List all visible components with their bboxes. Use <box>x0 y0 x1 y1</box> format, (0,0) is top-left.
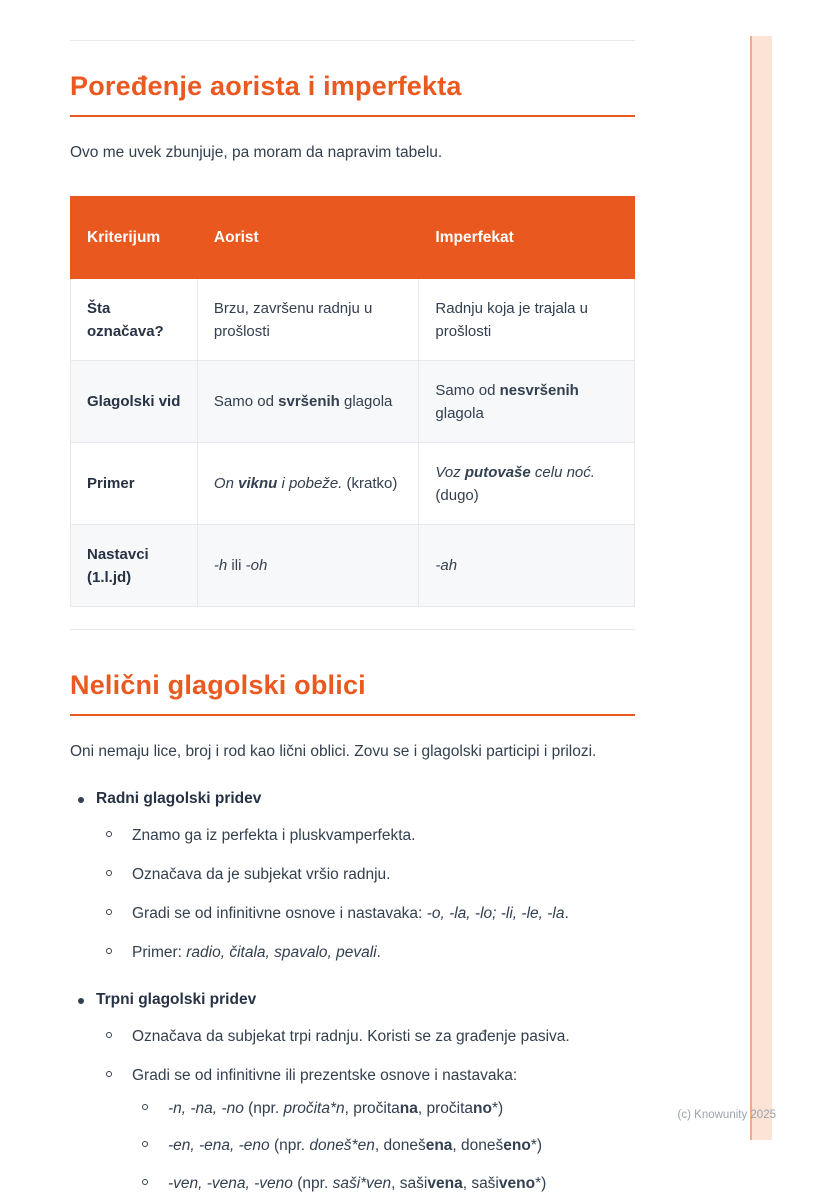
criterion-cell: Nastavci (1.l.jd) <box>71 525 198 607</box>
list-item-text: Gradi se od infinitivne osnove i nastavaka: -o, -la, -lo; -li, -le, -la. <box>132 905 569 922</box>
sublist <box>96 824 635 965</box>
list-item <box>142 1134 635 1157</box>
nonfinite-list <box>70 790 635 1195</box>
list-item-label: Radni glagolski pridev <box>96 789 262 807</box>
list-item <box>106 863 635 886</box>
section-divider <box>70 629 635 630</box>
list-item-trpni <box>70 991 635 1195</box>
criterion-cell: Glagolski vid <box>71 361 198 443</box>
list-item <box>106 1064 635 1195</box>
criterion-cell: Šta označava? <box>71 279 198 361</box>
list-item-text: Označava da je subjekat vršio radnju. <box>132 865 391 883</box>
aorist-cell: -h ili -oh <box>197 525 418 607</box>
list-item-text: Znamo ga iz perfekta i pluskvamperfekta. <box>132 826 416 844</box>
table-header-row <box>71 197 635 279</box>
circle-bullet-icon <box>142 1104 148 1110</box>
circle-bullet-icon <box>142 1141 148 1147</box>
table-row <box>71 361 635 443</box>
circle-bullet-icon <box>106 1071 112 1077</box>
circle-bullet-icon <box>106 948 112 954</box>
list-item <box>106 824 635 847</box>
list-item-text: Primer: radio, čitala, spavalo, pevali. <box>132 944 381 962</box>
page-edge-decoration <box>750 36 772 1140</box>
header-cell-kriterijum: Kriterijum <box>71 197 198 279</box>
header-cell-aorist: Aorist <box>197 197 418 279</box>
imperfect-cell: Samo od nesvršenih glagola <box>419 361 635 443</box>
list-item-text: -ven, -vena, -veno (npr. saši*ven, sašivena, sašiveno*) <box>168 1174 547 1192</box>
document-page <box>70 0 635 1195</box>
nonfinite-intro: Oni nemaju lice, broj i rod kao lični oblici. Zovu se i glagolski participi i prilozi. <box>70 743 597 761</box>
sublist-endings <box>132 1097 635 1195</box>
aorist-cell: On viknu i pobeže. (kratko) <box>197 443 418 525</box>
list-item <box>106 941 635 964</box>
list-item <box>106 1025 635 1048</box>
list-item-text: Gradi se od infinitivne ili prezentske osnove i nastavaka: <box>132 1066 518 1084</box>
list-item <box>142 1097 635 1120</box>
aorist-cell: Brzu, završenu radnju u prošlosti <box>197 279 418 361</box>
circle-bullet-icon <box>106 909 112 915</box>
list-item-text: -en, -ena, -eno (npr. doneš*en, donešena, donešeno*) <box>168 1137 543 1155</box>
section-title-nonfinite: Nelični glagolski oblici <box>70 670 635 716</box>
copyright-notice: (c) Knowunity 2025 <box>677 1109 776 1121</box>
sublist <box>96 1025 635 1195</box>
circle-bullet-icon <box>142 1179 148 1185</box>
bullet-icon <box>78 797 84 803</box>
circle-bullet-icon <box>106 870 112 876</box>
list-item <box>106 902 635 925</box>
imperfect-cell: Voz putovaše celu noć. (dugo) <box>419 443 635 525</box>
list-item-radni <box>70 790 635 965</box>
imperfect-cell: Radnju koja je trajala u prošlosti <box>419 279 635 361</box>
comparison-table <box>70 196 635 607</box>
top-divider <box>70 40 635 41</box>
bullet-icon <box>78 998 84 1004</box>
circle-bullet-icon <box>106 1032 112 1038</box>
section-title-comparison: Poređenje aorista i imperfekta <box>70 71 635 117</box>
imperfect-cell: -ah <box>419 525 635 607</box>
list-item-text: -n, -na, -no (npr. pročita*n, pročitana, pročitano*) <box>168 1100 504 1117</box>
list-item-label: Trpni glagolski pridev <box>96 990 257 1008</box>
header-cell-imperfekat: Imperfekat <box>419 197 635 279</box>
list-item-text: Označava da subjekat trpi radnju. Koristi se za građenje pasiva. <box>132 1027 570 1045</box>
table-row <box>71 525 635 607</box>
criterion-cell: Primer <box>71 443 198 525</box>
comparison-intro: Ovo me uvek zbunjuje, pa moram da napravim tabelu. <box>70 144 443 161</box>
circle-bullet-icon <box>106 831 112 837</box>
table-row <box>71 443 635 525</box>
table-row <box>71 279 635 361</box>
list-item <box>142 1172 635 1195</box>
aorist-cell: Samo od svršenih glagola <box>197 361 418 443</box>
